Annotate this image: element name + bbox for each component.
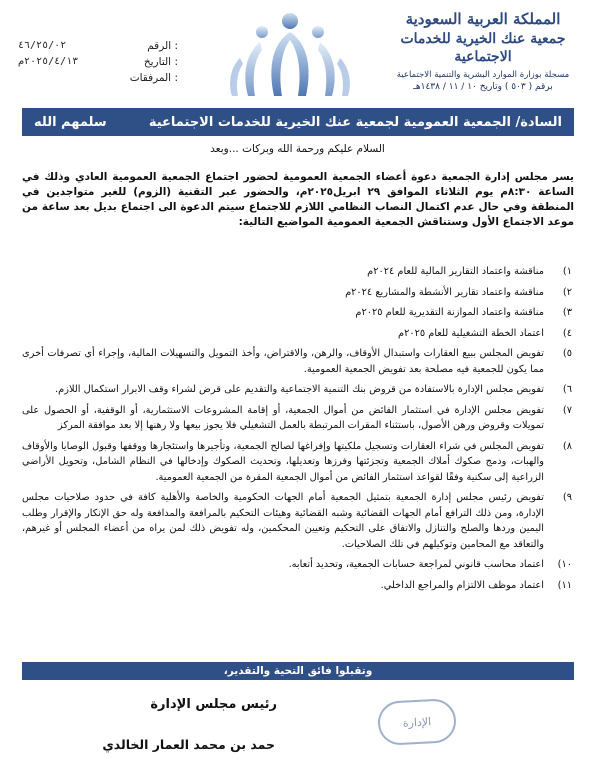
agenda-item (22, 346, 574, 377)
stamp: الإدارة (377, 698, 457, 746)
agenda-item (22, 326, 574, 342)
number-label: الرقم : (147, 40, 178, 52)
agenda-item-text: تفويض مجلس الإدارة في استثمار الفائض من أموال الجمعية، أو إقامة المشروعات الاستثمارية، أو الوقفية، أو الحصول على تمويلات وقروض ورهن الأصول، باستثناء المقرات المرتبطة بالعمل التشغيلي فلا يجوز بيعها ولا رهنها إلا بعد موافقة المركز (22, 404, 544, 431)
attachments-label: المرفقات : (129, 72, 178, 84)
agenda-item-number: ٥) (562, 348, 572, 359)
agenda-item-number: ١) (562, 266, 572, 277)
agenda-item-text: مناقشة واعتماد التقارير المالية للعام ٢٠٢٤م (367, 266, 544, 277)
agenda-item-text: تفويض مجلس الإدارة بالاستفادة من قروض بنك التنمية الاجتماعية والتقديم على قرض لشراء وقف الابرار استكمال اللازم. (55, 384, 544, 395)
registration-text: مسجلة بوزارة الموارد البشرية والتنمية الاجتماعية (396, 70, 570, 80)
letter-number: ٤٦/٢٥/٠٢ (18, 40, 67, 51)
agenda-item (22, 382, 574, 398)
addressee-banner (22, 108, 574, 136)
agenda-item (22, 305, 574, 321)
association-logo-icon (224, 10, 356, 102)
agenda-item-text: اعتماد الخطة التشغيلية للعام ٢٠٢٥م (398, 327, 544, 339)
letter-meta (18, 38, 178, 86)
agenda-item (22, 557, 574, 573)
greeting: السلام عليكم ورحمة الله وبركات ...وبعد (210, 143, 385, 155)
meta-number-row (18, 38, 178, 54)
meta-attachments-row (18, 70, 178, 86)
agenda-item-number: ٦) (562, 384, 572, 395)
agenda-item (22, 578, 574, 594)
agenda-item-text: تفويض المجلس ببيع العقارات واستبدال الأوقاف، والرهن، والاقتراض، وأخذ التمويل والتسهيلات المالية، وإجراء أي تصرفات أخرى مما يكون للجمعية فيه مصلحة بعد تفويض الجمعية العمومية. (22, 348, 544, 375)
agenda-item-text: مناقشة واعتماد تقارير الأنشطة والمشاريع ٢٠٢٤م (345, 286, 544, 298)
salutation-text: سلمهم الله (34, 114, 107, 130)
agenda-item-number: ٩) (562, 492, 572, 503)
agenda-item-number: ١٠) (557, 559, 572, 570)
agenda-item (22, 490, 574, 552)
date-label: التاريخ : (143, 56, 178, 68)
agenda-item-number: ٧) (562, 404, 572, 416)
letter-date: ٢٠٢٥/٤/١٣م (18, 56, 79, 67)
agenda-item-text: مناقشة واعتماد الموازنة التقديرية للعام ٢٠٢٥م (355, 307, 544, 318)
agenda-item (22, 439, 574, 486)
agenda-item-number: ٣) (562, 307, 572, 318)
agenda-item-number: ١١) (557, 579, 572, 591)
signatory-title: رئيس مجلس الإدارة (150, 697, 277, 712)
agenda-item-number: ٢) (562, 286, 572, 298)
signatory-name: حمد بن محمد العمار الخالدي (102, 737, 275, 752)
agenda-item (22, 403, 574, 434)
agenda-item-text: اعتماد موظف الالتزام والمراجع الداخلي. (380, 579, 544, 591)
agenda-item (22, 264, 574, 280)
kingdom-title: المملكة العربية السعودية (405, 10, 561, 28)
agenda-item-number: ٤) (562, 327, 572, 339)
agenda-list (22, 264, 574, 598)
association-header (383, 10, 583, 93)
association-name: جمعية عنك الخيرية للخدمات الاجتماعية (400, 31, 566, 65)
agenda-item-text: تفويض المجلس في شراء العقارات وتسجيل ملكيتها وإفراغها لصالح الجمعية، وتأجيرها واستئجارها ووقفها وقبول الوصايا والأوقاف والهبات، ودمج صكوك أملاك الجمعية وتجزئتها وفرزها وتعديلها، وتحديث الصكوك وإدخالها في النظام الشامل، وتحويل الأراضي الزراعية إلى سكنية وفقًا لقواعد استثمار الفائض من أموال الجمعية المقرة من الجمعية العمومية. (22, 440, 544, 483)
agenda-item-text: اعتماد محاسب قانوني لمراجعة حسابات الجمعية، وتحديد أتعابه. (288, 559, 544, 570)
registration-number: برقم ( ٥٠٣ ) وتاريخ ١٠ / ١١ / ١٤٣٨هـ (413, 82, 553, 92)
closing-bar: وتقبلوا فائق التحية والتقدير، (22, 662, 574, 680)
meta-date-row (18, 54, 178, 70)
intro-paragraph: يسر مجلس إدارة الجمعية دعوة أعضاء الجمعية العمومية لحضور اجتماع الجمعية العمومية العادي وذلك في الساعة ٨:٣٠م يوم الثلاثاء الموافق ٢٩ ابريل٢٠٢٥م، والحضور عبر التقنية (الزوم) للغير متواجدين في المنطقة وفي حال عدم اكتمال النصاب النظامي اللازم للاجتماع سيتم الدعوة الى اجتماع بديل بعد ساعة من موعد الاجتماع الأول وستناقش الجمعية العمومية المواضيع التالية: (22, 171, 574, 228)
agenda-item-text: تفويض رئيس مجلس إدارة الجمعية بتمثيل الجمعية أمام الجهات الحكومية والخاصة والأهلية كافة في حدود صلاحيات مجلس الإدارة، ومن ذلك الترافع أمام الجهات القضائية وشبه القضائية وهيئات التحكيم بالمرافعة والمدافعة وله حق الإنكار والإقرار وطلب اليمين وردها والصلح والتنازل والاتفاق على التحكيم وتعيين المحكمين، وله تفويض ذلك لمن يراه من أعضاء المجلس أو غيرهم، والتعاقد مع المحامين وتوكيلهم في تلك الصلاحيات. (22, 492, 544, 550)
addressee-text: السادة/ الجمعية العمومية لجمعية عنك الخيرية للخدمات الاجتماعية (148, 114, 562, 130)
agenda-item-number: ٨) (562, 440, 572, 452)
agenda-item (22, 285, 574, 301)
